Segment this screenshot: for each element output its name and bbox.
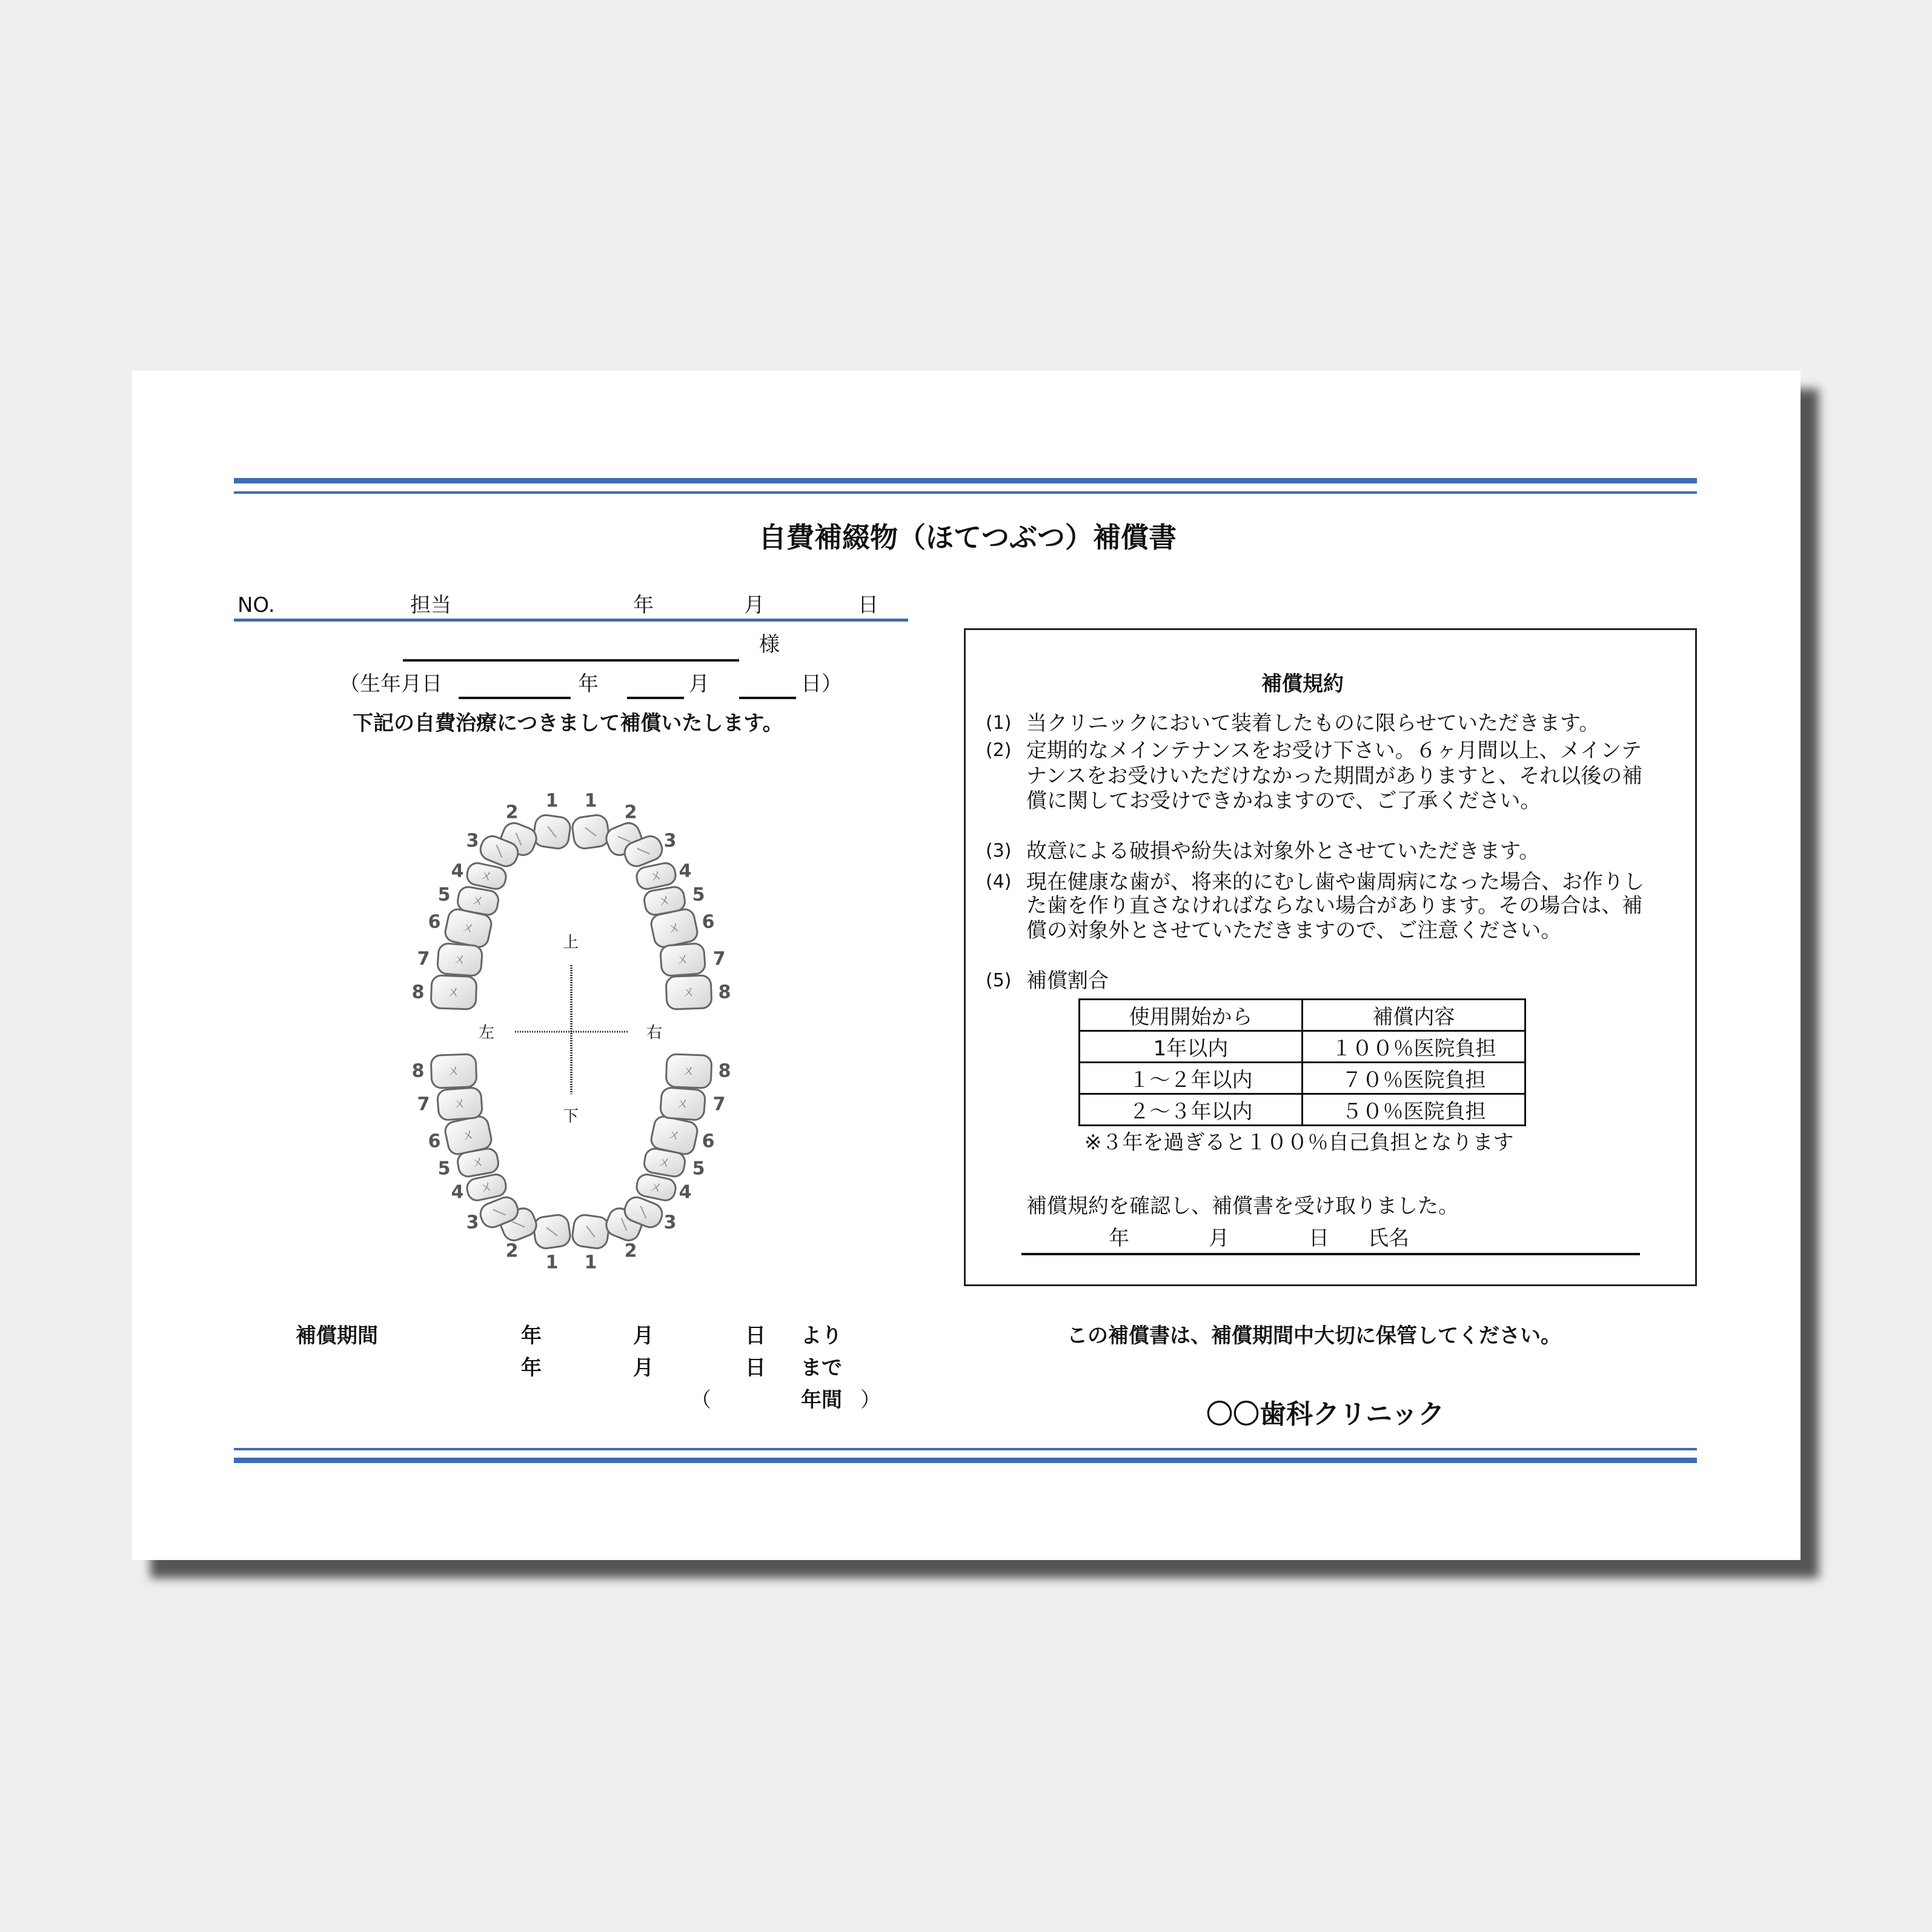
table-cell: ２～３年以内 — [1080, 1094, 1303, 1126]
table-row — [1080, 1063, 1525, 1094]
term-text: 償の対象外とさせていただきますので、ご注意ください。 — [1026, 918, 1562, 943]
clinic-name: 〇〇歯科クリニック — [1206, 1399, 1445, 1430]
tooth-number: 8 — [411, 981, 425, 1003]
tooth-upper-right-7[interactable] — [660, 943, 705, 977]
tooth-groove-mark: ㄨ — [682, 1063, 696, 1079]
table-header: 補償内容 — [1303, 1000, 1525, 1031]
term-number: (5) — [986, 970, 1012, 991]
term-text: 現在健康な歯が、将来的にむし歯や歯周病になった場合、お作りし — [1026, 870, 1644, 894]
period-label: 補償期間 — [296, 1324, 378, 1348]
tooth-number: 4 — [451, 1181, 464, 1203]
tooth-groove-mark: ㄨ — [666, 919, 683, 937]
term-text: 定期的なメインテナンスをお受け下さい。６ヶ月間以上、メインテ — [1026, 739, 1642, 763]
table-cell: １～２年以内 — [1080, 1063, 1303, 1094]
tooth-number: 8 — [718, 1060, 731, 1082]
tooth-number: 8 — [411, 1060, 425, 1082]
tooth-groove-mark: ㄨ — [478, 867, 495, 885]
tooth-number: 3 — [466, 830, 479, 852]
tooth-number: 3 — [663, 830, 677, 852]
tooth-groove-mark: ㄨ — [453, 1095, 467, 1112]
tooth-number: 4 — [679, 1181, 692, 1203]
table-header: 使用開始から — [1080, 1000, 1303, 1031]
tooth-upper-right-8[interactable] — [666, 975, 712, 1010]
tooth-number: 4 — [679, 860, 692, 882]
period-from-day: 日 — [745, 1324, 766, 1348]
tooth-groove-mark: ㄨ — [682, 984, 696, 1000]
staff-label: 担当 — [410, 593, 451, 617]
term-number: (4) — [986, 871, 1012, 892]
tooth-number: 7 — [417, 1094, 430, 1115]
issue-month-label: 月 — [744, 593, 765, 617]
tooth-number: 8 — [718, 981, 731, 1003]
table-cell: 1年以内 — [1080, 1031, 1303, 1063]
period-years-label: 年間 — [801, 1388, 842, 1412]
tooth-upper-left-8[interactable] — [431, 975, 477, 1010]
period-to-month: 月 — [633, 1356, 654, 1380]
tooth-lower-left-7[interactable] — [437, 1087, 482, 1121]
tooth-lower-right-1[interactable] — [571, 1213, 611, 1250]
tooth-number: 1 — [545, 790, 559, 812]
keep-notice: この補償書は、補償期間中大切に保管してください。 — [1067, 1324, 1561, 1348]
term-text: 故意による破損や紛失は対象外とさせていただきます。 — [1026, 839, 1540, 863]
sign-year-label: 年 — [1109, 1226, 1129, 1250]
period-to-year: 年 — [521, 1356, 542, 1380]
term-number: (3) — [986, 840, 1012, 861]
tooth-number: 7 — [712, 948, 726, 970]
period-from-month: 月 — [633, 1324, 654, 1348]
issue-day-label: 日 — [858, 593, 878, 617]
birth-day-label: 日） — [801, 672, 842, 696]
tooth-upper-left-1[interactable] — [533, 814, 572, 850]
tooth-upper-right-1[interactable] — [571, 814, 611, 850]
tooth-number: 1 — [584, 790, 597, 812]
tooth-number: 4 — [451, 860, 464, 882]
tooth-groove-mark: ㄨ — [453, 951, 467, 968]
period-from-year: 年 — [521, 1324, 542, 1348]
confirm-text: 補償規約を確認し、補償書を受け取りました。 — [1026, 1194, 1459, 1218]
sign-name-label: 氏名 — [1368, 1226, 1409, 1250]
term-text: ナンスをお受けいただけなかった期間がありますと、それ以後の補 — [1026, 764, 1643, 788]
tooth-groove-mark: ㄨ — [460, 1126, 477, 1144]
bottom-thin-rule — [234, 1448, 1697, 1450]
tooth-number: 6 — [702, 911, 715, 933]
birth-month-label: 月 — [689, 672, 709, 696]
tooth-groove-mark: ㄨ — [676, 1095, 690, 1112]
tooth-number: 6 — [428, 1130, 441, 1152]
tooth-number: 2 — [624, 802, 637, 823]
sign-day-label: 日 — [1309, 1226, 1329, 1250]
term-number: (2) — [986, 740, 1012, 761]
period-paren-open: （ — [691, 1388, 711, 1412]
term-text: 償に関してお受けできかねますので、ご了承ください。 — [1026, 789, 1541, 813]
tooth-groove-mark: ㄨ — [478, 1178, 495, 1197]
term-text: 当クリニックにおいて装着したものに限らせていただきます。 — [1026, 711, 1600, 735]
tooth-groove-mark: ㄨ — [460, 919, 477, 937]
dental-chart — [0, 0, 788, 1333]
tooth-number: 1 — [584, 1252, 597, 1273]
issue-year-label: 年 — [633, 593, 654, 617]
table-note: ※３年を過ぎると１００％自己負担となります — [1084, 1130, 1514, 1155]
table-cell: １００％医院負担 — [1303, 1031, 1525, 1063]
tooth-number: 5 — [692, 884, 705, 906]
tooth-lower-left-8[interactable] — [431, 1054, 477, 1089]
term-text: 補償割合 — [1026, 969, 1109, 993]
tooth-number: 5 — [437, 1158, 451, 1180]
table-cell: ７０％医院負担 — [1303, 1063, 1525, 1094]
tooth-number: 5 — [437, 884, 451, 906]
tooth-groove-mark: ㄨ — [648, 1178, 665, 1197]
intro-text: 下記の自費治療につきまして補償いたします。 — [353, 711, 783, 735]
tooth-lower-left-1[interactable] — [533, 1213, 572, 1250]
chart-right-label: 右 — [646, 1024, 663, 1042]
tooth-number: 6 — [428, 911, 441, 933]
chart-left-label: 左 — [478, 1024, 495, 1042]
honorific-label: 様 — [759, 632, 780, 657]
bottom-thick-rule — [234, 1458, 1697, 1463]
tooth-number: 6 — [702, 1130, 715, 1152]
sign-month-label: 月 — [1209, 1226, 1229, 1250]
terms-title: 補償規約 — [1261, 672, 1344, 696]
tooth-groove-mark: ㄨ — [656, 892, 673, 910]
period-paren-close: ） — [860, 1388, 881, 1412]
term-number: (1) — [986, 712, 1012, 734]
chart-upper-label: 上 — [562, 934, 579, 952]
tooth-lower-right-8[interactable] — [666, 1054, 712, 1089]
document-title: 自費補綴物（ほてつぶつ）補償書 — [759, 521, 1177, 554]
term-text: た歯を作り直さなければならない場合があります。その場合は、補 — [1026, 894, 1643, 918]
chart-lower-label: 下 — [562, 1107, 579, 1126]
birth-year-label: 年 — [578, 672, 599, 696]
table-cell: ５０％医院負担 — [1303, 1094, 1525, 1126]
tooth-upper-left-7[interactable] — [437, 943, 482, 977]
tooth-lower-right-7[interactable] — [660, 1087, 705, 1121]
signature-field[interactable] — [1021, 1253, 1640, 1255]
period-from-suffix: より — [801, 1324, 842, 1348]
tooth-groove-mark: ㄨ — [470, 1154, 486, 1172]
table-row — [1080, 1094, 1525, 1126]
tooth-number: 2 — [505, 802, 519, 823]
tooth-groove-mark: ㄨ — [648, 867, 665, 885]
birthdate-label: （生年月日 — [339, 672, 442, 696]
tooth-number: 3 — [663, 1212, 677, 1233]
tooth-number: 7 — [712, 1094, 726, 1115]
table-header-row — [1080, 1000, 1525, 1031]
compensation-table — [1078, 998, 1526, 1126]
tooth-groove-mark: ㄨ — [470, 892, 486, 910]
no-label: NO. — [237, 593, 275, 617]
tooth-number: 3 — [466, 1212, 479, 1233]
period-to-day: 日 — [745, 1356, 766, 1380]
tooth-groove-mark: ㄨ — [446, 1063, 461, 1079]
tooth-groove-mark: ㄨ — [666, 1126, 683, 1144]
tooth-number: 2 — [624, 1240, 637, 1262]
tooth-number: 5 — [692, 1158, 705, 1180]
tooth-groove-mark: ㄨ — [446, 984, 461, 1000]
table-row — [1080, 1031, 1525, 1063]
tooth-groove-mark: ㄨ — [656, 1154, 673, 1172]
tooth-number: 2 — [505, 1240, 519, 1262]
tooth-groove-mark: ㄨ — [676, 951, 690, 968]
tooth-number: 7 — [417, 948, 430, 970]
tooth-number: 1 — [545, 1252, 559, 1273]
period-to-suffix: まで — [801, 1356, 842, 1380]
